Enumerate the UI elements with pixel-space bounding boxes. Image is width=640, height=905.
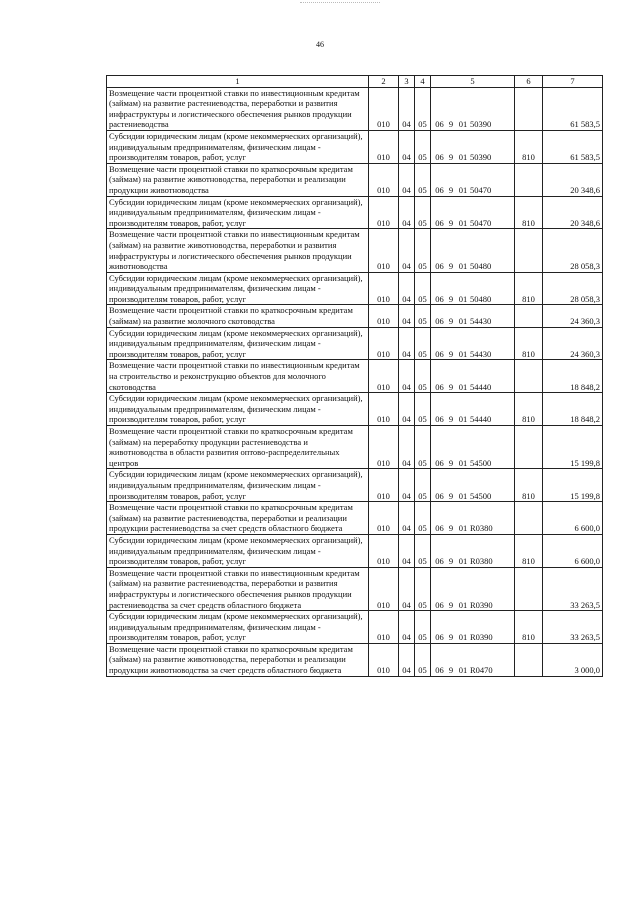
row-target-code: [431, 327, 515, 360]
target-code-part: 9: [448, 665, 454, 676]
target-code-part: 9: [448, 119, 454, 130]
row-subsection-code: 05: [415, 327, 431, 360]
target-code-part: 01: [458, 184, 468, 195]
row-section-code: 04: [399, 534, 415, 567]
row-ministry-code: 010: [369, 502, 399, 535]
target-code-part: 01: [458, 556, 468, 567]
target-code-part: 01: [458, 261, 468, 272]
row-name: Возмещение части процентной ставки по инвестиционным кредитам (займам) на развитие растениеводства, переработки и развития инфраструктуры и логистического обеспечения рынков продукции растениеводства: [107, 87, 369, 130]
row-section-code: 04: [399, 272, 415, 305]
row-section-code: 04: [399, 469, 415, 502]
row-subsection-code: 05: [415, 534, 431, 567]
row-section-code: 04: [399, 611, 415, 644]
target-code-part: 9: [448, 184, 454, 195]
row-expense-type: [515, 163, 543, 196]
target-code-part: 01: [458, 316, 468, 327]
table-row: [107, 611, 603, 644]
row-name: Возмещение части процентной ставки по инвестиционным кредитам (займам) на развитие растениеводства, переработки и развития инфраструктуры и логистического обеспечения рынков продукции растениеводства за счет средств областного бюджета: [107, 567, 369, 610]
target-code-part: 01: [458, 457, 468, 468]
target-code-part: 06: [435, 599, 444, 610]
row-ministry-code: 010: [369, 469, 399, 502]
target-code-part: 06: [435, 490, 444, 501]
row-subsection-code: 05: [415, 130, 431, 163]
row-amount: 28 058,3: [543, 229, 603, 272]
row-subsection-code: 05: [415, 567, 431, 610]
target-code-part: 9: [448, 261, 454, 272]
row-subsection-code: 05: [415, 272, 431, 305]
target-code-part: 50390: [470, 152, 492, 163]
row-name: Субсидии юридическим лицам (кроме некоммерческих организаций), индивидуальным предпринимателям, физическим лицам - производителям товаров, работ, услуг: [107, 130, 369, 163]
row-subsection-code: 05: [415, 360, 431, 393]
row-subsection-code: 05: [415, 502, 431, 535]
row-amount: 18 848,2: [543, 360, 603, 393]
row-target-code: [431, 360, 515, 393]
row-name: Возмещение части процентной ставки по краткосрочным кредитам (займам) на переработку продукции растениеводства и животноводства в области развития оптово-распределительных центров: [107, 426, 369, 469]
page-number: 46: [316, 40, 324, 49]
row-expense-type: [515, 360, 543, 393]
header-col-6: 6: [515, 76, 543, 88]
row-ministry-code: 010: [369, 163, 399, 196]
target-code-part: 9: [448, 490, 454, 501]
target-code-part: 50470: [470, 217, 492, 228]
row-target-code: [431, 426, 515, 469]
row-subsection-code: 05: [415, 87, 431, 130]
target-code-part: 01: [458, 665, 468, 676]
target-code-part: 01: [458, 348, 468, 359]
row-section-code: 04: [399, 393, 415, 426]
row-expense-type: [515, 305, 543, 327]
row-name: Субсидии юридическим лицам (кроме некоммерческих организаций), индивидуальным предпринимателям, физическим лицам - производителям товаров, работ, услуг: [107, 393, 369, 426]
table-row: [107, 360, 603, 393]
row-name: Субсидии юридическим лицам (кроме некоммерческих организаций), индивидуальным предпринимателям, физическим лицам - производителям товаров, работ, услуг: [107, 327, 369, 360]
row-amount: 3 000,0: [543, 643, 603, 676]
row-expense-type: 810: [515, 469, 543, 502]
target-code-part: 9: [448, 556, 454, 567]
row-expense-type: 810: [515, 130, 543, 163]
target-code-part: 9: [448, 152, 454, 163]
row-section-code: 04: [399, 196, 415, 229]
row-subsection-code: 05: [415, 469, 431, 502]
row-section-code: 04: [399, 567, 415, 610]
row-subsection-code: 05: [415, 229, 431, 272]
target-code-part: 54430: [470, 348, 492, 359]
target-code-part: 9: [448, 217, 454, 228]
target-code-part: 06: [435, 217, 444, 228]
row-section-code: 04: [399, 327, 415, 360]
row-expense-type: 810: [515, 393, 543, 426]
row-expense-type: [515, 426, 543, 469]
row-amount: 28 058,3: [543, 272, 603, 305]
row-target-code: [431, 272, 515, 305]
target-code-part: 01: [458, 152, 468, 163]
target-code-part: 50390: [470, 119, 492, 130]
row-name: Возмещение части процентной ставки по краткосрочным кредитам (займам) на развитие растениеводства, переработки и реализации продукции растениеводства за счет средств областного бюджета: [107, 502, 369, 535]
target-code-part: 54440: [470, 414, 492, 425]
target-code-part: 54440: [470, 381, 492, 392]
row-target-code: [431, 196, 515, 229]
target-code-part: 06: [435, 523, 444, 534]
row-expense-type: 810: [515, 611, 543, 644]
row-subsection-code: 05: [415, 393, 431, 426]
table-row: [107, 327, 603, 360]
target-code-part: 01: [458, 490, 468, 501]
row-amount: 20 348,6: [543, 163, 603, 196]
row-expense-type: 810: [515, 196, 543, 229]
row-expense-type: [515, 643, 543, 676]
header-col-7: 7: [543, 76, 603, 88]
target-code-part: 54500: [470, 457, 492, 468]
header-col-2: 2: [369, 76, 399, 88]
row-target-code: [431, 393, 515, 426]
table-row: [107, 163, 603, 196]
target-code-part: 50470: [470, 184, 492, 195]
table-row: [107, 426, 603, 469]
row-section-code: 04: [399, 426, 415, 469]
row-ministry-code: 010: [369, 272, 399, 305]
target-code-part: R0380: [470, 556, 493, 567]
row-expense-type: [515, 502, 543, 535]
row-name: Субсидии юридическим лицам (кроме некоммерческих организаций), индивидуальным предпринимателям, физическим лицам - производителям товаров, работ, услуг: [107, 469, 369, 502]
row-section-code: 04: [399, 502, 415, 535]
target-code-part: 06: [435, 316, 444, 327]
row-expense-type: 810: [515, 272, 543, 305]
row-expense-type: 810: [515, 327, 543, 360]
table-header-row: [107, 76, 603, 88]
row-section-code: 04: [399, 130, 415, 163]
row-name: Возмещение части процентной ставки по инвестиционным кредитам (займам) на развитие животноводства, переработки и развития инфраструктуры и логистического обеспечения рынков продукции животноводства: [107, 229, 369, 272]
table-body: [107, 87, 603, 676]
row-target-code: [431, 87, 515, 130]
row-section-code: 04: [399, 360, 415, 393]
row-section-code: 04: [399, 163, 415, 196]
row-amount: 33 263,5: [543, 611, 603, 644]
row-target-code: [431, 130, 515, 163]
row-subsection-code: 05: [415, 426, 431, 469]
row-amount: 6 600,0: [543, 502, 603, 535]
target-code-part: 9: [448, 381, 454, 392]
row-subsection-code: 05: [415, 643, 431, 676]
table-row: [107, 130, 603, 163]
target-code-part: R0390: [470, 599, 493, 610]
row-amount: 24 360,3: [543, 305, 603, 327]
target-code-part: 01: [458, 599, 468, 610]
row-amount: 15 199,8: [543, 469, 603, 502]
target-code-part: R0390: [470, 632, 493, 643]
table-row: [107, 305, 603, 327]
row-amount: 6 600,0: [543, 534, 603, 567]
target-code-part: R0470: [470, 665, 493, 676]
table-row: [107, 469, 603, 502]
target-code-part: 9: [448, 632, 454, 643]
target-code-part: 01: [458, 217, 468, 228]
target-code-part: 54500: [470, 490, 492, 501]
row-section-code: 04: [399, 229, 415, 272]
row-ministry-code: 010: [369, 196, 399, 229]
target-code-part: 01: [458, 523, 468, 534]
target-code-part: 06: [435, 556, 444, 567]
row-ministry-code: 010: [369, 360, 399, 393]
row-subsection-code: 05: [415, 611, 431, 644]
target-code-part: 01: [458, 414, 468, 425]
target-code-part: 01: [458, 632, 468, 643]
target-code-part: 06: [435, 381, 444, 392]
scan-artifact: [300, 2, 380, 6]
row-target-code: [431, 643, 515, 676]
target-code-part: 06: [435, 457, 444, 468]
row-name: Возмещение части процентной ставки по краткосрочным кредитам (займам) на развитие животноводства, переработки и реализации продукции животноводства: [107, 163, 369, 196]
target-code-part: 01: [458, 293, 468, 304]
row-target-code: [431, 567, 515, 610]
row-target-code: [431, 611, 515, 644]
row-target-code: [431, 229, 515, 272]
row-name: Субсидии юридическим лицам (кроме некоммерческих организаций), индивидуальным предпринимателям, физическим лицам - производителям товаров, работ, услуг: [107, 272, 369, 305]
row-ministry-code: 010: [369, 393, 399, 426]
row-ministry-code: 010: [369, 534, 399, 567]
row-name: Субсидии юридическим лицам (кроме некоммерческих организаций), индивидуальным предпринимателям, физическим лицам - производителям товаров, работ, услуг: [107, 196, 369, 229]
row-ministry-code: 010: [369, 643, 399, 676]
row-ministry-code: 010: [369, 611, 399, 644]
target-code-part: 06: [435, 152, 444, 163]
target-code-part: 9: [448, 523, 454, 534]
row-amount: 24 360,3: [543, 327, 603, 360]
target-code-part: 9: [448, 348, 454, 359]
table-row: [107, 643, 603, 676]
table-row: [107, 393, 603, 426]
target-code-part: 9: [448, 599, 454, 610]
row-amount: 33 263,5: [543, 567, 603, 610]
target-code-part: 9: [448, 293, 454, 304]
table-row: [107, 534, 603, 567]
budget-table: [106, 75, 603, 677]
row-target-code: [431, 305, 515, 327]
target-code-part: 06: [435, 119, 444, 130]
table-row: [107, 567, 603, 610]
header-col-1: 1: [107, 76, 369, 88]
row-amount: 61 583,5: [543, 87, 603, 130]
row-section-code: 04: [399, 643, 415, 676]
target-code-part: R0380: [470, 523, 493, 534]
row-name: Возмещение части процентной ставки по инвестиционным кредитам на строительство и реконструкцию объектов для молочного скотоводства: [107, 360, 369, 393]
row-ministry-code: 010: [369, 426, 399, 469]
row-name: Субсидии юридическим лицам (кроме некоммерческих организаций), индивидуальным предпринимателям, физическим лицам - производителям товаров, работ, услуг: [107, 534, 369, 567]
target-code-part: 06: [435, 261, 444, 272]
table-row: [107, 196, 603, 229]
target-code-part: 06: [435, 184, 444, 195]
target-code-part: 06: [435, 665, 444, 676]
target-code-part: 54430: [470, 316, 492, 327]
target-code-part: 50480: [470, 261, 492, 272]
row-name: Возмещение части процентной ставки по краткосрочным кредитам (займам) на развитие молочного скотоводства: [107, 305, 369, 327]
row-section-code: 04: [399, 87, 415, 130]
target-code-part: 06: [435, 632, 444, 643]
row-expense-type: 810: [515, 534, 543, 567]
row-section-code: 04: [399, 305, 415, 327]
row-name: Субсидии юридическим лицам (кроме некоммерческих организаций), индивидуальным предпринимателям, физическим лицам - производителям товаров, работ, услуг: [107, 611, 369, 644]
target-code-part: 9: [448, 457, 454, 468]
target-code-part: 01: [458, 381, 468, 392]
row-subsection-code: 05: [415, 163, 431, 196]
row-expense-type: [515, 87, 543, 130]
row-target-code: [431, 163, 515, 196]
row-ministry-code: 010: [369, 567, 399, 610]
row-amount: 15 199,8: [543, 426, 603, 469]
row-amount: 61 583,5: [543, 130, 603, 163]
row-subsection-code: 05: [415, 305, 431, 327]
target-code-part: 9: [448, 414, 454, 425]
row-amount: 18 848,2: [543, 393, 603, 426]
row-ministry-code: 010: [369, 305, 399, 327]
row-ministry-code: 010: [369, 229, 399, 272]
row-target-code: [431, 502, 515, 535]
row-expense-type: [515, 229, 543, 272]
header-col-4: 4: [415, 76, 431, 88]
target-code-part: 9: [448, 316, 454, 327]
row-name: Возмещение части процентной ставки по краткосрочным кредитам (займам) на развитие животноводства, переработки и реализации продукции животноводства за счет средств областного бюджета: [107, 643, 369, 676]
row-target-code: [431, 534, 515, 567]
row-amount: 20 348,6: [543, 196, 603, 229]
table-row: [107, 87, 603, 130]
row-expense-type: [515, 567, 543, 610]
row-subsection-code: 05: [415, 196, 431, 229]
table-row: [107, 229, 603, 272]
row-ministry-code: 010: [369, 130, 399, 163]
target-code-part: 06: [435, 414, 444, 425]
header-col-5: 5: [431, 76, 515, 88]
target-code-part: 06: [435, 348, 444, 359]
target-code-part: 06: [435, 293, 444, 304]
row-ministry-code: 010: [369, 87, 399, 130]
row-ministry-code: 010: [369, 327, 399, 360]
row-target-code: [431, 469, 515, 502]
table-row: [107, 502, 603, 535]
header-col-3: 3: [399, 76, 415, 88]
target-code-part: 01: [458, 119, 468, 130]
table-row: [107, 272, 603, 305]
target-code-part: 50480: [470, 293, 492, 304]
